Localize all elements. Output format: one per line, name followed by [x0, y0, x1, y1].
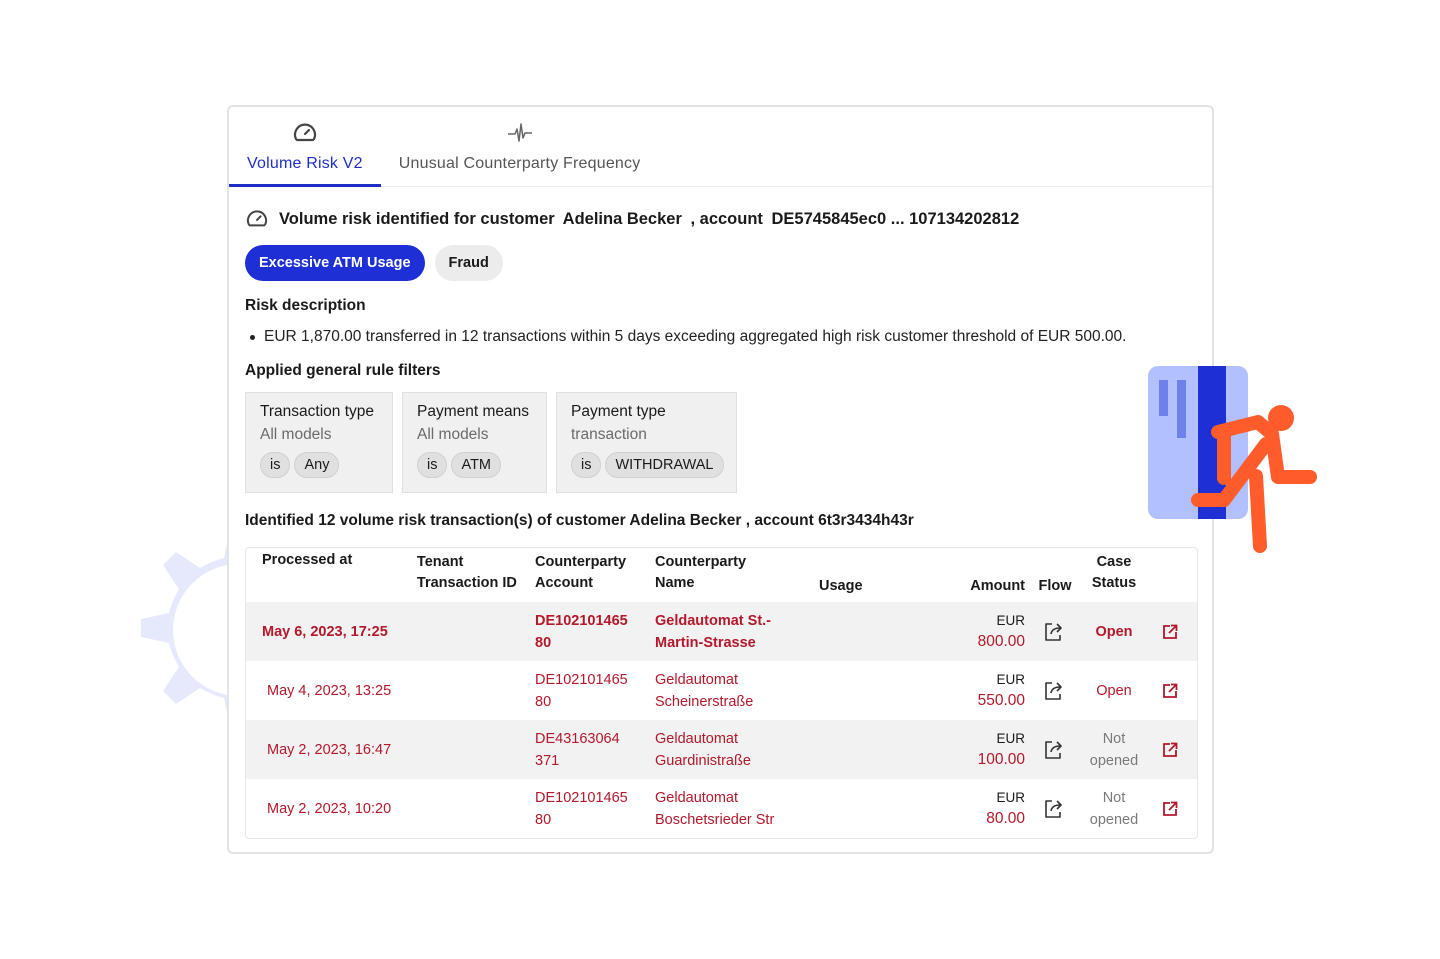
transactions-table — [245, 547, 1198, 839]
header-tenant-id[interactable] — [417, 552, 535, 594]
filter-condition — [571, 452, 722, 478]
header-line: Case — [1096, 554, 1132, 570]
outgoing-flow-icon — [1025, 680, 1085, 702]
amount-currency: EUR — [996, 730, 1025, 746]
external-link-icon[interactable] — [1143, 800, 1197, 818]
cp-name — [655, 669, 819, 713]
outgoing-flow-icon — [1025, 739, 1085, 761]
filter-operator: is — [571, 452, 601, 478]
case-status — [1085, 621, 1143, 643]
risk-description — [245, 328, 1196, 346]
header-cp-account[interactable] — [535, 552, 655, 594]
filter-card-payment-type — [556, 392, 737, 493]
transactions-heading: Identified 12 volume risk transaction(s) of customer Adelina Becker , account 6t3r3434h43r — [245, 512, 914, 529]
filter-title: Payment type — [571, 403, 666, 420]
amount-currency: EUR — [996, 612, 1025, 628]
header-line: Counterparty — [655, 554, 747, 570]
outgoing-flow-icon — [1025, 798, 1085, 820]
header-line: Tenant — [416, 554, 464, 570]
cp-name-line: Guardinistraße — [655, 752, 751, 769]
tab-label: Volume Risk V2 — [247, 155, 363, 172]
processed-at: May 2, 2023, 16:47 — [267, 741, 392, 758]
amount-value: 800.00 — [977, 632, 1025, 650]
table-row[interactable] — [246, 602, 1197, 661]
cp-account — [535, 669, 655, 713]
cp-name-line: Geldautomat — [655, 671, 739, 688]
external-link-icon[interactable] — [1143, 623, 1197, 641]
amount — [943, 729, 1025, 771]
cp-name-line: Geldautomat St.- — [655, 612, 772, 629]
processed-at: May 2, 2023, 10:20 — [267, 800, 392, 817]
header-cp-name[interactable] — [655, 552, 819, 594]
filter-value: WITHDRAWAL — [605, 452, 723, 478]
case-status — [1085, 787, 1143, 831]
case-status — [1085, 728, 1143, 772]
cp-account-line: DE102101465 — [535, 789, 628, 806]
cp-account-line: 80 — [535, 811, 552, 828]
case-status-line: Open — [1095, 623, 1133, 640]
header-case-status[interactable] — [1085, 552, 1143, 594]
tab-bar — [229, 107, 1212, 187]
risk-tags — [245, 245, 1196, 281]
table-row[interactable] — [246, 661, 1197, 720]
gauge-icon — [245, 208, 271, 230]
cp-name-line: Scheinerstraße — [655, 693, 754, 710]
outgoing-flow-icon — [1025, 621, 1085, 643]
risk-heading — [245, 207, 1196, 231]
filter-title: Transaction type — [260, 403, 375, 420]
tab-label: Unusual Counterparty Frequency — [398, 155, 641, 172]
cp-name — [655, 787, 819, 831]
amount — [943, 670, 1025, 712]
header-flow[interactable]: Flow — [1038, 578, 1072, 594]
cp-name-line: Geldautomat — [655, 789, 739, 806]
cp-name-line: Martin-Strasse — [655, 634, 756, 651]
tag-excessive-atm[interactable]: Excessive ATM Usage — [245, 245, 425, 281]
processed-at: May 6, 2023, 17:25 — [262, 623, 388, 640]
amount-value: 100.00 — [977, 750, 1025, 768]
account-number: DE5745845ec0 ... 107134202812 — [771, 209, 1020, 228]
amount-currency: EUR — [996, 671, 1025, 687]
filter-operator: is — [260, 452, 290, 478]
cp-account-line: DE102101465 — [535, 671, 628, 688]
header-dates — [246, 552, 535, 594]
amount — [943, 788, 1025, 830]
filter-sub: All models — [417, 426, 489, 443]
header-line: Counterparty — [535, 554, 627, 570]
header-line: Account — [535, 575, 593, 591]
tag-fraud[interactable]: Fraud — [435, 245, 503, 281]
risk-heading-text — [279, 210, 1023, 229]
risk-description-text: EUR 1,870.00 transferred in 12 transactions within 5 days exceeding aggregated high risk customer threshold of EUR 500.00. — [264, 328, 1127, 345]
header-line: Name — [655, 575, 695, 591]
header-amount[interactable]: Amount — [970, 578, 1025, 594]
filters-title: Applied general rule filters — [245, 362, 441, 379]
cp-account-line: 80 — [535, 634, 552, 651]
table-row[interactable] — [246, 779, 1197, 838]
case-status-line: opened — [1089, 752, 1139, 769]
filter-card-transaction-type — [245, 392, 393, 493]
external-link-icon[interactable] — [1143, 682, 1197, 700]
cp-account — [535, 728, 655, 772]
header-line: Status — [1091, 575, 1137, 591]
filter-card-payment-means — [402, 392, 547, 493]
risk-panel — [227, 105, 1214, 854]
heading-prefix: Volume risk identified for customer — [279, 209, 555, 228]
customer-name: Adelina Becker — [562, 209, 682, 228]
filter-value: ATM — [451, 452, 501, 478]
case-status-line: opened — [1089, 811, 1139, 828]
amount — [943, 611, 1025, 653]
table-header — [246, 548, 1197, 602]
filter-title: Payment means — [417, 403, 529, 420]
risk-content — [229, 207, 1212, 839]
cp-account — [535, 787, 655, 831]
cp-account-line: DE102101465 — [535, 612, 628, 629]
tab-unusual-counterparty[interactable] — [381, 107, 659, 187]
cp-name-line: Geldautomat — [655, 730, 739, 747]
cp-name — [655, 728, 819, 772]
cp-name — [655, 610, 819, 654]
case-status-line: Not — [1102, 789, 1126, 806]
amount-currency: EUR — [996, 789, 1025, 805]
cp-account-line: DE43163064 — [535, 730, 620, 747]
cp-name-line: Boschetsrieder Str — [655, 811, 775, 828]
case-status — [1085, 680, 1143, 702]
cp-account-line: 371 — [535, 752, 560, 769]
header-usage[interactable]: Usage — [819, 578, 863, 594]
filter-condition — [417, 452, 532, 478]
pulse-icon — [507, 121, 533, 145]
risk-description-title: Risk description — [245, 297, 366, 314]
amount-value: 80.00 — [986, 809, 1025, 827]
filter-cards — [245, 392, 1196, 493]
amount-value: 550.00 — [977, 691, 1025, 709]
tab-volume-risk[interactable] — [229, 107, 381, 187]
gauge-icon — [292, 121, 318, 145]
bullet-icon — [250, 335, 255, 340]
processed-at: May 4, 2023, 13:25 — [267, 682, 392, 699]
header-line: Transaction ID — [416, 575, 517, 591]
card-runner-illustration-icon — [1140, 360, 1330, 560]
filter-operator: is — [417, 452, 447, 478]
filter-sub: All models — [260, 426, 332, 443]
filter-value: Any — [294, 452, 339, 478]
table-row[interactable] — [246, 720, 1197, 779]
account-label: , account — [690, 209, 763, 228]
filter-condition — [260, 452, 378, 478]
cp-account — [535, 610, 655, 654]
case-status-line: Open — [1096, 682, 1132, 699]
filter-sub: transaction — [571, 426, 647, 443]
case-status-line: Not — [1102, 730, 1126, 747]
cp-account-line: 80 — [535, 693, 552, 710]
external-link-icon[interactable] — [1143, 741, 1197, 759]
header-processed-at[interactable]: Processed at — [262, 552, 353, 568]
